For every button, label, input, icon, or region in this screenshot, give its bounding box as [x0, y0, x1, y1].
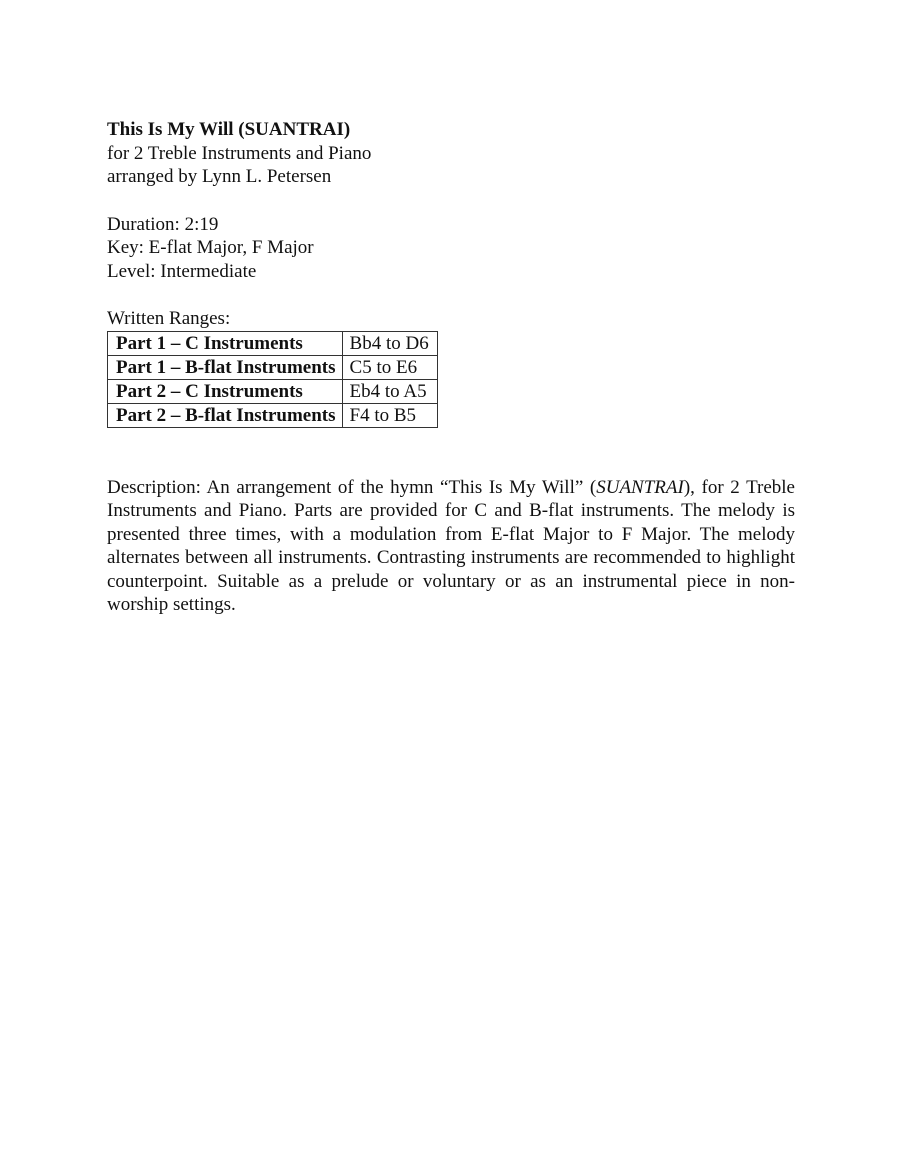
duration-text: Duration: 2:19 — [107, 213, 219, 235]
document-title: This Is My Will (SUANTRAI) — [107, 119, 351, 140]
spacer — [107, 283, 797, 307]
key-text: Key: E-flat Major, F Major — [107, 237, 314, 258]
description-tune-name: SUANTRAI — [596, 476, 684, 498]
part-cell: Part 1 – C Instruments — [108, 331, 343, 355]
level-text: Level: Intermediate — [107, 260, 257, 282]
range-cell: C5 to E6 — [342, 355, 437, 379]
arranger-credit: arranged by Lynn L. Petersen — [107, 166, 332, 187]
table-row — [108, 355, 438, 379]
description-text-end: ), for 2 Treble Instruments and Piano. Parts are provided for C and B-flat instruments. The melody is presented three times, with a modulation from E-flat Major to F Major. The melody alternates between all instruments. Contrasting instruments are recommended to highlight counterpoint. Suitable as a prelude or voluntary or as an instrumental piece in non-worship settings. — [107, 476, 795, 615]
spacer — [107, 189, 797, 213]
description-text-start: Description: An arrangement of the hymn “This Is My Will” ( — [107, 476, 597, 498]
part-cell: Part 2 – C Instruments — [108, 379, 343, 403]
range-cell: F4 to B5 — [342, 403, 437, 427]
document-subtitle: for 2 Treble Instruments and Piano — [107, 142, 372, 164]
part-cell: Part 1 – B-flat Instruments — [108, 355, 343, 379]
table-row — [108, 379, 438, 403]
part-cell: Part 2 – B-flat Instruments — [108, 403, 343, 427]
range-cell: Bb4 to D6 — [342, 331, 437, 355]
written-ranges-table — [107, 331, 438, 428]
document-page — [107, 118, 797, 617]
table-row — [108, 331, 438, 355]
table-row — [108, 403, 438, 427]
description-paragraph — [107, 476, 795, 617]
ranges-label: Written Ranges: — [107, 308, 231, 329]
range-cell: Eb4 to A5 — [342, 379, 437, 403]
